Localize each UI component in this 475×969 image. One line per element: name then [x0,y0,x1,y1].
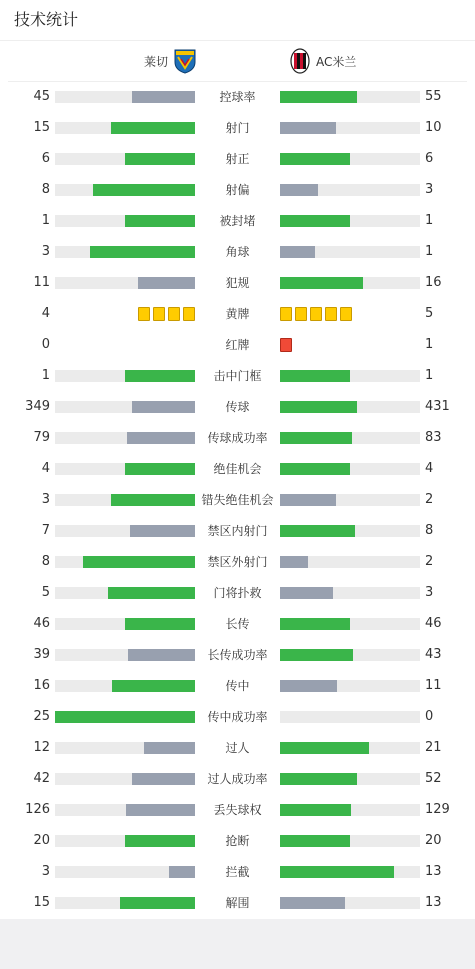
stat-label: 犯规 [225,276,250,290]
away-bar-track [280,649,420,661]
away-bar-track [280,618,420,630]
home-value: 3 [41,864,50,879]
away-value: 431 [425,399,450,414]
away-bar-track [280,463,420,475]
home-bar-track [55,866,195,878]
stat-label: 长传 [225,617,250,631]
yellow-card-icon [168,307,180,321]
home-value: 11 [33,275,50,290]
away-bar-track [280,215,420,227]
away-bar-track [280,401,420,413]
away-bar-fill [280,897,345,909]
away-value: 3 [425,585,434,600]
stat-label: 过人成功率 [207,772,268,786]
red-card-icon [280,338,292,352]
stat-label: 传中 [225,679,250,693]
home-bar-fill [112,680,195,692]
away-bar-track [280,494,420,506]
stat-label: 长传成功率 [207,648,268,662]
home-bar-fill [130,525,195,537]
away-bar-fill [280,184,318,196]
home-bar-fill [111,122,195,134]
home-cards [138,307,195,321]
away-bar-track [280,556,420,568]
home-bar-fill [90,246,195,258]
stat-label: 禁区外射门 [207,555,268,569]
away-bar-fill [280,401,357,413]
home-value: 42 [33,771,50,786]
stat-label: 抢断 [225,834,250,848]
stat-label: 禁区内射门 [207,524,268,538]
home-value: 79 [33,430,50,445]
yellow-card-icon [153,307,165,321]
home-value: 3 [41,244,50,259]
home-bar-fill [127,432,195,444]
away-bar-track [280,804,420,816]
stat-row [0,237,475,268]
stat-row [0,299,475,330]
stat-label: 拦截 [225,865,250,879]
home-bar-fill [169,866,195,878]
away-value: 2 [425,492,434,507]
stat-row [0,392,475,423]
away-bar-fill [280,525,355,537]
away-value: 13 [425,895,442,910]
away-value: 1 [425,213,434,228]
home-value: 349 [25,399,50,414]
away-bar-fill [280,804,351,816]
stat-label: 传球 [225,400,250,414]
stat-label: 传中成功率 [207,710,268,724]
yellow-card-icon [280,307,292,321]
lecce-crest-icon [174,48,196,74]
away-bar-track [280,680,420,692]
away-bar-fill [280,215,350,227]
home-bar-track [55,897,195,909]
stat-label: 解围 [225,896,250,910]
away-bar-fill [280,618,350,630]
stat-row [0,733,475,764]
home-bar-track [55,401,195,413]
stat-row [0,609,475,640]
stat-row [0,330,475,361]
stat-label: 射偏 [225,183,250,197]
stat-row [0,640,475,671]
away-value: 0 [425,709,434,724]
away-bar-fill [280,463,350,475]
home-bar-track [55,184,195,196]
away-bar-fill [280,432,352,444]
home-bar-track [55,556,195,568]
home-bar-track [55,835,195,847]
away-value: 83 [425,430,442,445]
away-bar-track [280,773,420,785]
away-bar-fill [280,587,333,599]
stats-list [0,82,475,919]
away-value: 11 [425,678,442,693]
home-bar-track [55,773,195,785]
home-bar-track [55,463,195,475]
home-bar-fill [55,711,195,723]
away-value: 21 [425,740,442,755]
away-bar-track [280,91,420,103]
home-bar-track [55,804,195,816]
away-value: 5 [425,306,434,321]
away-bar-track [280,525,420,537]
stat-label: 角球 [225,245,250,259]
yellow-card-icon [310,307,322,321]
away-value: 55 [425,89,442,104]
home-bar-track [55,91,195,103]
home-bar-track [55,432,195,444]
stat-label: 绝佳机会 [213,462,262,476]
away-bar-track [280,153,420,165]
stat-label: 黄牌 [225,307,250,321]
stat-row [0,702,475,733]
stat-row [0,206,475,237]
home-bar-track [55,525,195,537]
yellow-card-icon [138,307,150,321]
away-bar-fill [280,370,350,382]
yellow-card-icon [325,307,337,321]
away-cards [280,307,352,321]
stat-label: 传球成功率 [207,431,268,445]
home-value: 46 [33,616,50,631]
home-value: 3 [41,492,50,507]
stat-row [0,361,475,392]
away-value: 1 [425,244,434,259]
stat-row [0,268,475,299]
page-title: 技术统计 [14,10,79,29]
away-bar-track [280,897,420,909]
home-bar-fill [108,587,196,599]
stat-row [0,547,475,578]
stat-label: 丢失球权 [213,803,262,817]
away-bar-fill [280,742,369,754]
away-value: 13 [425,864,442,879]
stat-row [0,516,475,547]
away-bar-track [280,246,420,258]
acmilan-crest-icon [290,48,310,74]
teams-header [0,41,475,81]
away-bar-fill [280,649,353,661]
home-bar-fill [132,401,195,413]
stat-row [0,857,475,888]
home-value: 5 [41,585,50,600]
away-value: 3 [425,182,434,197]
home-value: 20 [33,833,50,848]
home-value: 4 [41,306,50,321]
home-bar-track [55,494,195,506]
away-bar-fill [280,277,363,289]
home-bar-fill [83,556,195,568]
away-bar-fill [280,494,336,506]
away-bar-fill [280,153,350,165]
away-value: 129 [425,802,450,817]
home-value: 45 [33,89,50,104]
away-bar-fill [280,866,394,878]
stat-label: 过人 [225,741,250,755]
stat-label: 门将扑救 [213,586,262,600]
home-bar-track [55,277,195,289]
away-bar-fill [280,680,337,692]
home-bar-fill [138,277,195,289]
home-bar-track [55,618,195,630]
home-bar-fill [125,618,195,630]
home-value: 6 [41,151,50,166]
stat-label: 射正 [225,152,250,166]
stat-row [0,175,475,206]
yellow-card-icon [183,307,195,321]
stat-row [0,144,475,175]
yellow-card-icon [340,307,352,321]
home-bar-fill [125,215,195,227]
home-value: 8 [41,182,50,197]
away-bar-track [280,866,420,878]
away-value: 52 [425,771,442,786]
away-value: 8 [425,523,434,538]
home-value: 126 [25,802,50,817]
away-bar-track [280,711,420,723]
stat-label: 错失绝佳机会 [201,493,274,507]
away-value: 10 [425,120,442,135]
yellow-card-icon [295,307,307,321]
away-value: 6 [425,151,434,166]
home-bar-track [55,215,195,227]
away-value: 1 [425,368,434,383]
stat-label: 射门 [225,121,250,135]
home-bar-track [55,587,195,599]
home-value: 15 [33,120,50,135]
away-bar-track [280,277,420,289]
home-value: 25 [33,709,50,724]
home-value: 16 [33,678,50,693]
home-value: 7 [41,523,50,538]
away-value: 16 [425,275,442,290]
home-bar-track [55,370,195,382]
home-value: 1 [41,213,50,228]
home-value: 15 [33,895,50,910]
away-value: 43 [425,647,442,662]
away-value: 1 [425,337,434,352]
home-value: 1 [41,368,50,383]
away-value: 46 [425,616,442,631]
home-bar-track [55,649,195,661]
away-bar-track [280,432,420,444]
away-bar-fill [280,246,315,258]
stat-row [0,423,475,454]
away-bar-track [280,742,420,754]
home-team-name: 莱切 [143,54,168,69]
away-bar-fill [280,835,350,847]
home-bar-fill [144,742,195,754]
stat-label: 控球率 [219,90,256,104]
away-bar-fill [280,122,336,134]
stat-row [0,82,475,113]
stat-row [0,795,475,826]
home-value: 39 [33,647,50,662]
stat-row [0,826,475,857]
away-bar-track [280,184,420,196]
home-bar-track [55,153,195,165]
home-bar-track [55,246,195,258]
stat-row [0,454,475,485]
away-bar-track [280,835,420,847]
away-value: 2 [425,554,434,569]
home-value: 12 [33,740,50,755]
stat-row [0,764,475,795]
away-team[interactable] [290,41,356,81]
home-bar-track [55,742,195,754]
away-team-name: AC米兰 [316,54,357,69]
stat-row [0,113,475,144]
home-bar-fill [132,91,195,103]
home-value: 4 [41,461,50,476]
home-bar-track [55,711,195,723]
home-bar-fill [128,649,195,661]
home-team[interactable] [144,41,196,81]
home-value: 0 [41,337,50,352]
home-bar-fill [125,463,195,475]
away-value: 4 [425,461,434,476]
home-bar-track [55,122,195,134]
away-bar-fill [280,556,308,568]
stat-row [0,888,475,919]
home-bar-fill [93,184,195,196]
away-bar-track [280,587,420,599]
stat-row [0,578,475,609]
home-bar-track [55,680,195,692]
stat-row [0,485,475,516]
home-bar-fill [125,370,195,382]
home-bar-fill [120,897,195,909]
away-bar-track [280,370,420,382]
home-bar-fill [126,804,195,816]
away-bar-fill [280,773,357,785]
home-bar-fill [125,835,195,847]
away-bar-fill [280,91,357,103]
stat-label: 红牌 [225,338,250,352]
home-bar-fill [125,153,195,165]
home-value: 8 [41,554,50,569]
stat-label: 被封堵 [219,214,256,228]
home-bar-fill [111,494,195,506]
stat-label: 击中门框 [213,369,262,383]
away-value: 20 [425,833,442,848]
away-cards [280,338,292,352]
away-bar-track [280,122,420,134]
stat-row [0,671,475,702]
home-bar-fill [132,773,195,785]
